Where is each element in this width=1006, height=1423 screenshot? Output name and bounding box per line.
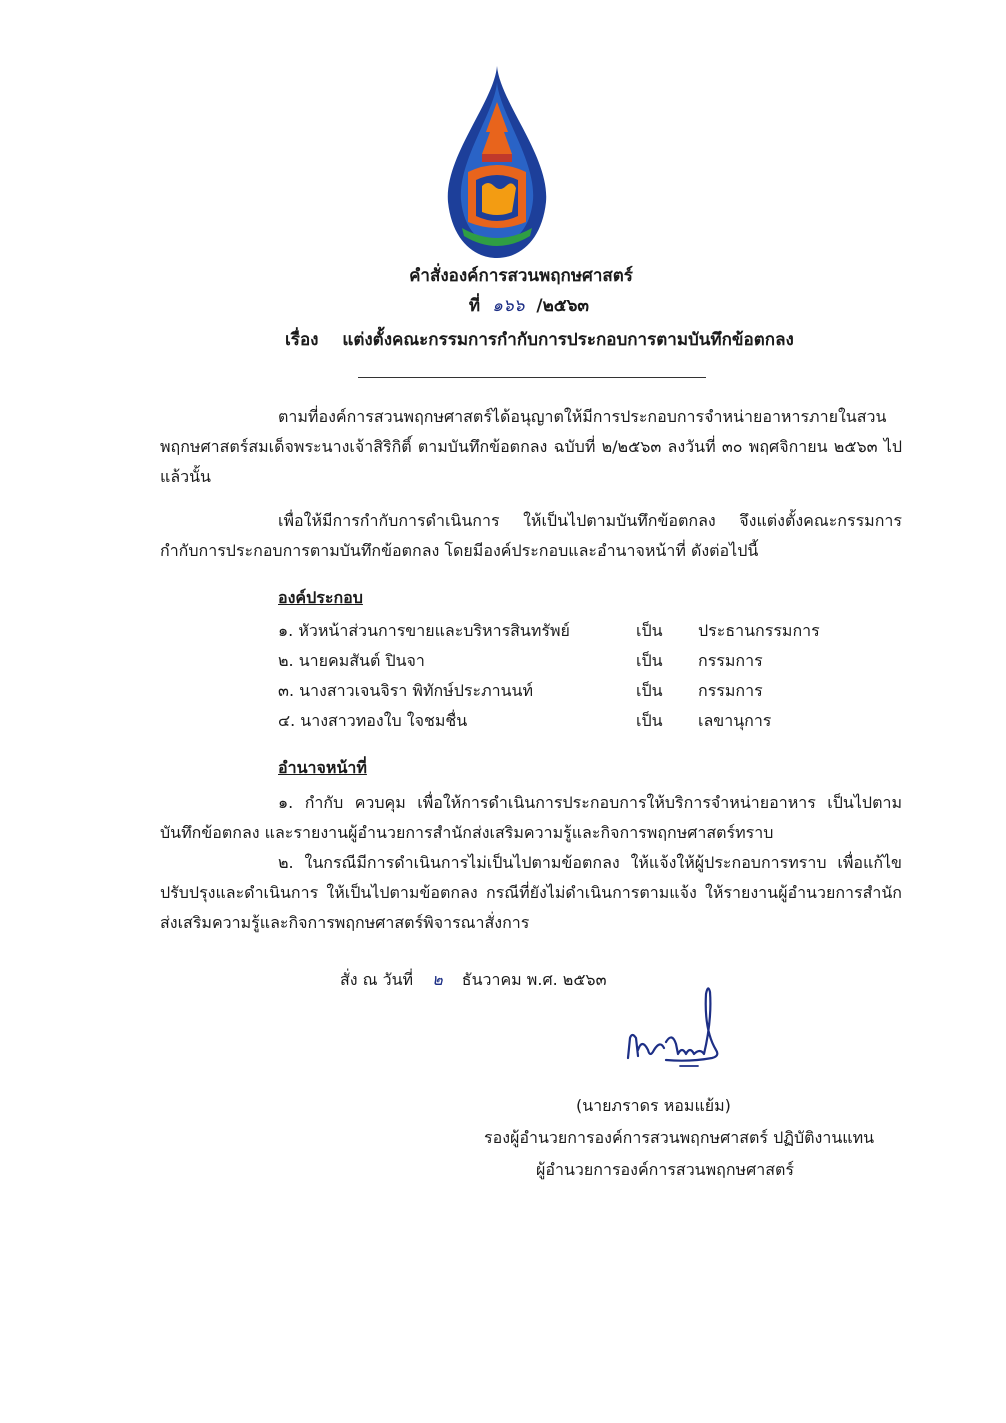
subject-text: แต่งตั้งคณะกรรมการกำกับการประกอบการตามบันทึกข้อตกลง (342, 330, 794, 350)
order-title: คำสั่งองค์การสวนพฤกษศาสตร์ (409, 266, 633, 286)
order-number-label: ที่ (468, 296, 481, 316)
duties-heading: อำนาจหน้าที่ (278, 758, 367, 777)
order-date-rest: ธันวาคม พ.ศ. ๒๕๖๓ (461, 970, 607, 989)
paragraph-appointment: เพื่อให้มีการกำกับการดำเนินการ ให้เป็นไปตามบันทึกข้อตกลง จึงแต่งตั้งคณะกรรมการกำกับการประกอบการตามบันทึกข้อตกลง โดยมีองค์ประกอบและอำนาจหน้าที่ ดังต่อไปนี้ (160, 511, 902, 560)
member-role: เลขานุการ (698, 711, 772, 730)
member-row (278, 676, 878, 706)
signer-position-line2: ผู้อำนวยการองค์การสวนพฤกษศาสตร์ (536, 1160, 794, 1179)
organization-seal-logo (442, 62, 552, 262)
signature-icon (620, 980, 730, 1080)
composition-heading: องค์ประกอบ (278, 588, 363, 607)
member-row (278, 646, 878, 676)
order-date-prefix: สั่ง ณ วันที่ (340, 970, 414, 989)
duty-item: ๒. ในกรณีมีการดำเนินการไม่เป็นไปตามข้อตกลง ให้แจ้งให้ผู้ประกอบการทราบ เพื่อแก้ไขปรับปรุงและดำเนินการ ให้เป็นไปตามข้อตกลง กรณีที่ยังไม่ดำเนินการตามแจ้ง ให้รายงานผู้อำนวยการสำนักส่งเสริมความรู้และกิจการพฤกษศาสตร์พิจารณาสั่งการ (160, 853, 902, 932)
member-name: ๑. หัวหน้าส่วนการขายและบริหารสินทรัพย์ (278, 621, 570, 640)
member-role: ประธานกรรมการ (698, 621, 820, 640)
signer-position-line1: รองผู้อำนวยการองค์การสวนพฤกษศาสตร์ ปฏิบัติงานแทน (484, 1128, 875, 1147)
duty-item: ๑. กำกับ ควบคุม เพื่อให้การดำเนินการประกอบการให้บริการจำหน่ายอาหาร เป็นไปตามบันทึกข้อตกลง และรายงานผู้อำนวยการสำนักส่งเสริมความรู้และกิจการพฤกษศาสตร์ทราบ (160, 793, 902, 842)
order-number-line (26, 292, 1006, 319)
member-as: เป็น (636, 651, 663, 670)
order-number-suffix: /๒๕๖๓ (536, 296, 590, 316)
member-as: เป็น (636, 681, 663, 700)
member-role: กรรมการ (698, 651, 763, 670)
member-as: เป็น (636, 621, 663, 640)
paragraph-background: ตามที่องค์การสวนพฤกษศาสตร์ได้อนุญาตให้มีการประกอบการจำหน่ายอาหารภายในสวนพฤกษศาสตร์สมเด็จพระนางเจ้าสิริกิติ์ ตามบันทึกข้อตกลง ฉบับที่ ๒/๒๕๖๓ ลงวันที่ ๓๐ พฤศจิกายน ๒๕๖๓ ไปแล้วนั้น (160, 407, 902, 486)
order-date-line (340, 968, 607, 993)
order-date-day-handwritten: ๒ (432, 970, 443, 989)
member-role: กรรมการ (698, 681, 763, 700)
subject-label: เรื่อง (285, 330, 319, 350)
signer-name: (นายภราดร หอมแย้ม) (576, 1096, 731, 1115)
divider-line (358, 377, 706, 378)
member-name: ๒. นายคมสันต์ ปินจา (278, 651, 425, 670)
member-name: ๔. นางสาวทองใบ ใจชมชื่น (278, 711, 468, 730)
order-number-handwritten: ๑๖๖ (492, 296, 525, 316)
member-name: ๓. นางสาวเจนจิรา พิทักษ์ประภานนท์ (278, 681, 534, 700)
member-as: เป็น (636, 711, 663, 730)
member-row (278, 706, 878, 736)
member-row (278, 616, 878, 646)
subject-line (285, 326, 794, 353)
